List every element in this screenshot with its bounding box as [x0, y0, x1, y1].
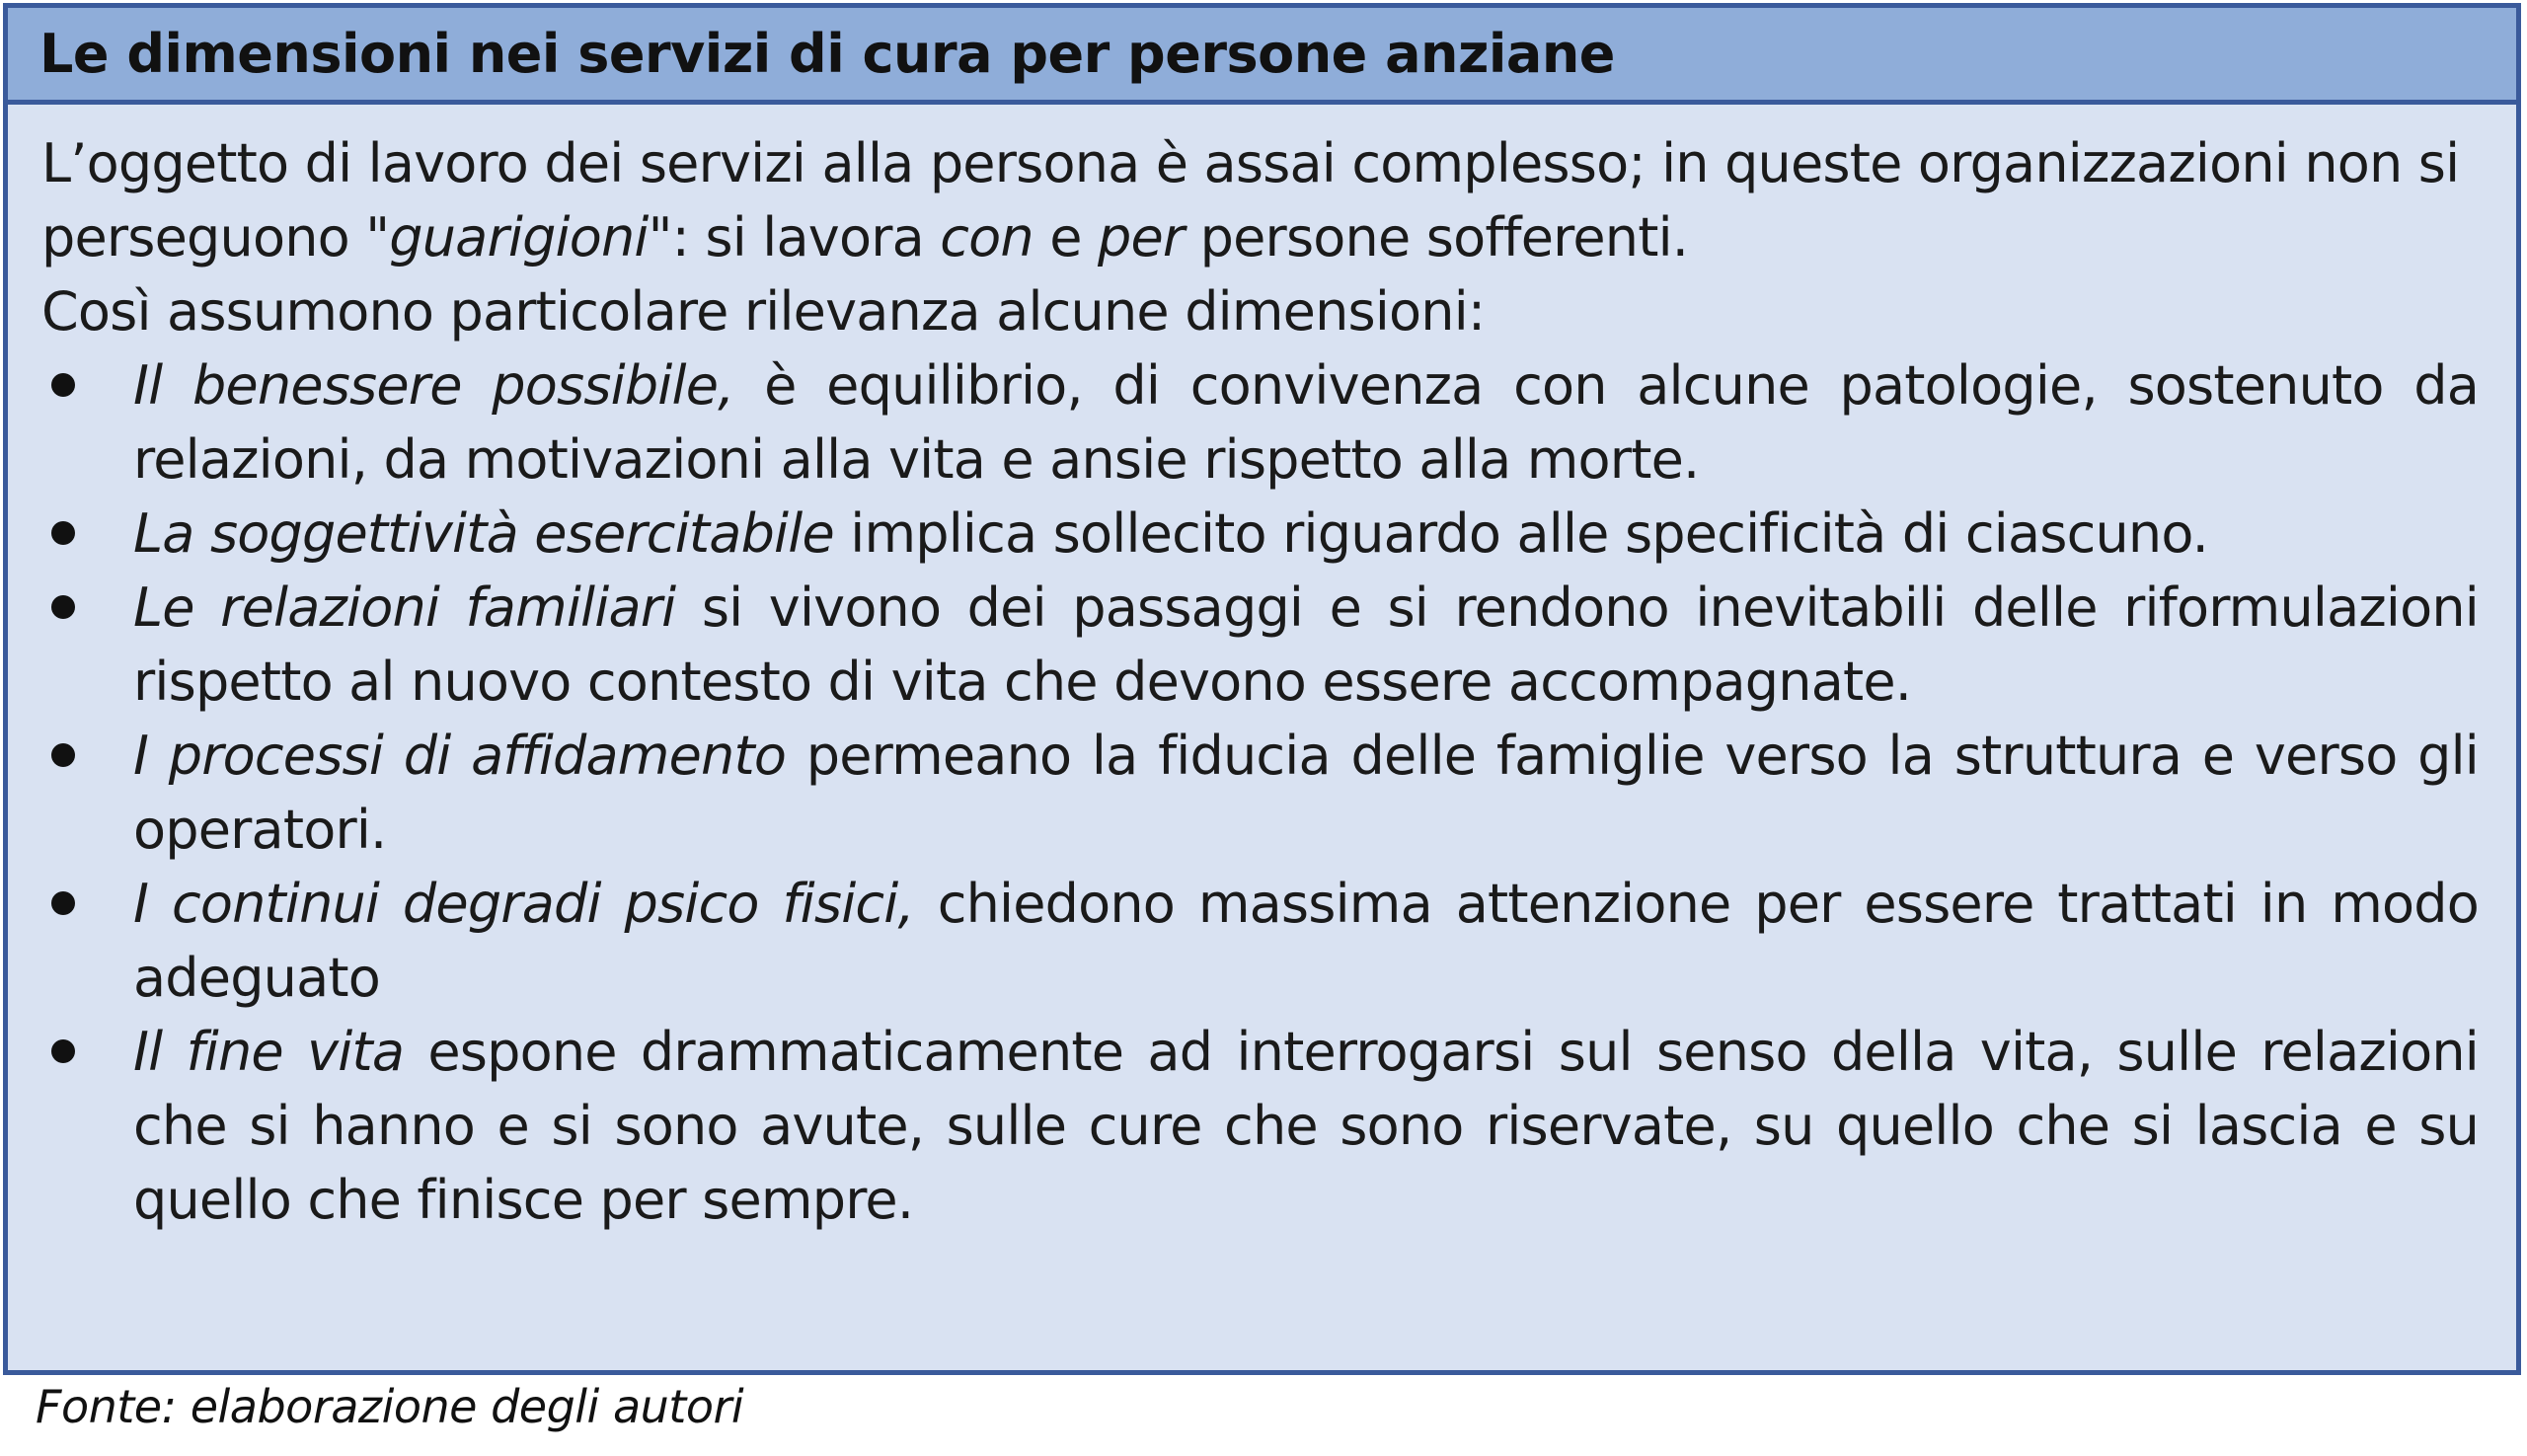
list-item: [41, 1015, 2479, 1237]
intro-emphasis: con: [940, 206, 1034, 268]
item-text: implica sollecito riguardo alle specificità di ciascuno.: [833, 502, 2208, 565]
bullet-icon: [51, 595, 75, 619]
bullet-icon: [51, 743, 75, 767]
bullet-icon: [51, 373, 75, 397]
item-text: permeano la fiducia delle famiglie verso la struttura e verso gli operatori.: [133, 725, 2479, 861]
item-term: Il benessere possibile,: [133, 354, 734, 417]
box-title: Le dimensioni nei servizi di cura per persone anziane: [39, 23, 1615, 85]
bullet-icon: [51, 521, 75, 545]
intro-paragraph: [41, 126, 2479, 274]
box-header: [8, 8, 2516, 105]
intro-text: e: [1033, 206, 1098, 268]
item-text: si vivono dei passaggi e si rendono inevitabili delle riformulazioni rispetto al nuovo contesto di vita che devono essere accompagnate.: [133, 576, 2479, 713]
item-term: I continui degradi psico fisici,: [133, 873, 914, 935]
intro-emphasis: guarigioni: [389, 206, 649, 268]
source-caption: Fonte: elaborazione degli autori: [36, 1380, 744, 1433]
intro-emphasis: per: [1097, 206, 1185, 268]
list-item: [41, 497, 2479, 571]
info-box: [3, 3, 2521, 1375]
item-text: chiedono massima attenzione per essere trattati in modo adeguato: [133, 873, 2479, 1009]
item-term: I processi di affidamento: [133, 725, 787, 787]
bullet-icon: [51, 1039, 75, 1063]
list-item: [41, 719, 2479, 867]
intro-lead: Così assumono particolare rilevanza alcune dimensioni:: [41, 280, 1486, 343]
dimension-list: [41, 348, 2479, 1237]
intro-text: ": si lavora: [648, 206, 941, 268]
list-item: [41, 571, 2479, 719]
item-text: espone drammaticamente ad interrogarsi sul senso della vita, sulle relazioni che si hanno e si sono avute, sulle cure che sono riservate, su quello che si lascia e su quello che finisce per sempre.: [133, 1021, 2479, 1231]
item-term: Le relazioni familiari: [133, 576, 676, 639]
list-item: [41, 867, 2479, 1015]
item-text: è equilibrio, di convivenza con alcune patologie, sostenuto da relazioni, da motivazioni alla vita e ansie rispetto alla morte.: [133, 354, 2479, 491]
intro-text: L’oggetto di lavoro dei servizi alla persona è assai complesso; in queste organizzazioni non si perseguono ": [41, 132, 2460, 268]
list-item: [41, 348, 2479, 497]
item-term: Il fine vita: [133, 1021, 405, 1083]
box-body: [8, 105, 2516, 1237]
bullet-icon: [51, 891, 75, 915]
item-term: La soggettività esercitabile: [133, 502, 834, 565]
intro-text: persone sofferenti.: [1184, 206, 1689, 268]
